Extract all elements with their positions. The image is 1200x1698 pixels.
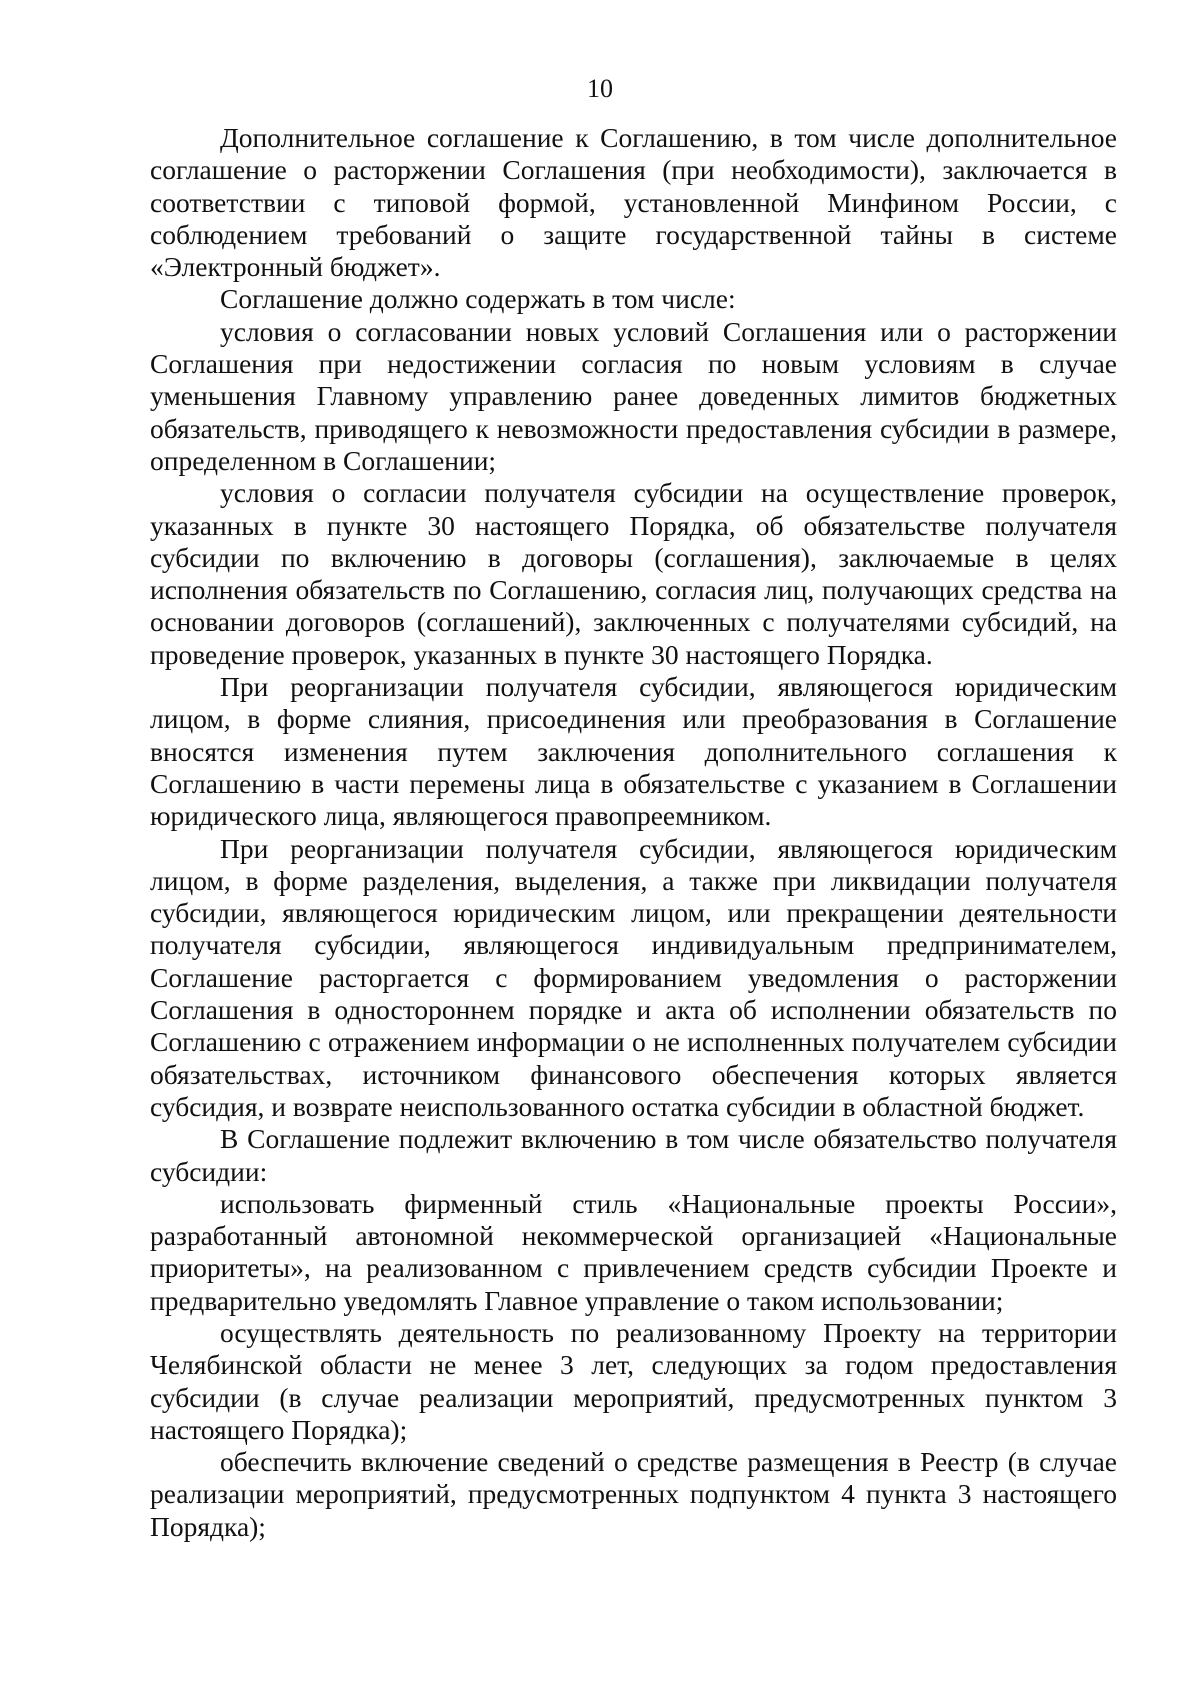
- paragraph: использовать фирменный стиль «Национальные проекты России», разработанный автономной некоммерческой организацией «Национальные приоритеты», на реализованном с привлечением средств субсидии Проекте и предварительно уведомлять Главное управление о таком использовании;: [150, 1187, 1117, 1316]
- paragraph: При реорганизации получателя субсидии, являющегося юридическим лицом, в форме слияния, присоединения или преобразования в Соглашение вносятся изменения путем заключения дополнительного соглашения к Соглашению в части перемены лица в обязательстве с указанием в Соглашении юридического лица, являющегося правопреемником.: [150, 671, 1117, 832]
- paragraph: обеспечить включение сведений о средстве размещения в Реестр (в случае реализации мероприятий, предусмотренных подпунктом 4 пункта 3 настоящего Порядка);: [150, 1446, 1117, 1542]
- paragraph: условия о согласовании новых условий Соглашения или о расторжении Соглашения при недостижении согласия по новым условиям в случае уменьшения Главному управлению ранее доведенных лимитов бюджетных обязательств, приводящего к невозможности предоставления субсидии в размере, определенном в Соглашении;: [150, 315, 1117, 476]
- paragraph: осуществлять деятельность по реализованному Проекту на территории Челябинской области не менее 3 лет, следующих за годом предоставления субсидии (в случае реализации мероприятий, предусмотренных пунктом 3 настоящего Порядка);: [150, 1316, 1117, 1445]
- paragraph: При реорганизации получателя субсидии, являющегося юридическим лицом, в форме разделения, выделения, а также при ликвидации получателя субсидии, являющегося юридическим лицом, или прекращении деятельности получателя субсидии, являющегося индивидуальным предпринимателем, Соглашение расторгается с формированием уведомления о расторжении Соглашения в одностороннем порядке и акта об исполнении обязательств по Соглашению с отражением информации о не исполненных получателем субсидии обязательствах, источником финансового обеспечения которых является субсидия, и возврате неиспользованного остатка субсидии в областной бюджет.: [150, 832, 1117, 1122]
- page-number: 10: [587, 74, 613, 103]
- paragraph: условия о согласии получателя субсидии на осуществление проверок, указанных в пункте 30 настоящего Порядка, об обязательстве получателя субсидии по включению в договоры (соглашения), заключаемые в целях исполнения обязательств по Соглашению, согласия лиц, получающих средства на основании договоров (соглашений), заключенных с получателями субсидий, на проведение проверок, указанных в пункте 30 настоящего Порядка.: [150, 477, 1117, 670]
- document-body: [150, 122, 1117, 1543]
- paragraph: В Соглашение подлежит включению в том числе обязательство получателя субсидии:: [150, 1123, 1117, 1187]
- paragraph: Соглашение должно содержать в том числе:: [220, 283, 736, 315]
- paragraph: Дополнительное соглашение к Соглашению, в том числе дополнительное соглашение о расторжении Соглашения (при необходимости), заключается в соответствии с типовой формой, установленной Минфином России, с соблюдением требований о защите государственной тайны в системе «Электронный бюджет».: [150, 122, 1117, 283]
